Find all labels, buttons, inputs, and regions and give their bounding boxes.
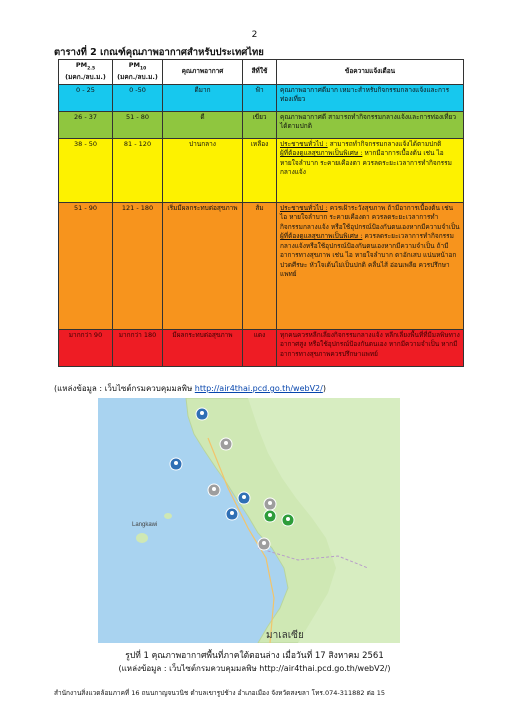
label-sensitive-group: ผู้ที่ต้องดูแลสุขภาพเป็นพิเศษ : (280, 232, 363, 241)
cell-quality: ดี (163, 112, 243, 139)
cell-color: เหลือง (243, 139, 277, 203)
station-marker-dot (268, 513, 272, 517)
table-row-good (59, 112, 464, 139)
cell-pm25: 26 - 37 (59, 112, 113, 139)
station-marker-dot (286, 517, 290, 521)
header-color: สีที่ใช้ (243, 60, 277, 85)
cell-pm10: 121 - 180 (113, 203, 163, 330)
station-marker-dot (174, 461, 178, 465)
map-label-langkawi: Langkawi (132, 522, 158, 528)
cell-pm25: 0 - 25 (59, 85, 113, 112)
table-row-moderate (59, 139, 464, 203)
station-marker-dot (212, 487, 216, 491)
page-number: 2 (251, 30, 258, 40)
table-title: ตารางที่ 2 เกณฑ์คุณภาพอากาศสำหรับประเทศไทย (54, 47, 264, 58)
map-canvas (98, 398, 400, 643)
cell-quality: มีผลกระทบต่อสุขภาพ (163, 330, 243, 367)
label-sensitive-group: ผู้ที่ต้องดูแลสุขภาพเป็นพิเศษ : (280, 149, 363, 158)
figure-caption: รูปที่ 1 คุณภาพอากาศพื้นที่ภาคใต้ตอนล่าง เมื่อวันที่ 17 สิงหาคม 2561 (125, 651, 384, 661)
header-pm10: $PM_{10}$ (มคก./ลบ.ม.) (113, 60, 163, 85)
cell-color: ส้ม (243, 203, 277, 330)
cell-pm10: 51 - 80 (113, 112, 163, 139)
table-row-unhealthy (59, 330, 464, 367)
cell-quality: ปานกลาง (163, 139, 243, 203)
cell-message: คุณภาพอากาศดี สามารถทำกิจกรรมกลางแจ้งและการท่องเที่ยวได้ตามปกติ (277, 112, 464, 139)
label-general-public: ประชาชนทั่วไป : (280, 140, 328, 148)
cell-color: แดง (243, 330, 277, 367)
header-pm25: $PM_{2.5}$ (มคก./ลบ.ม.) (59, 60, 113, 85)
station-marker-dot (230, 511, 234, 515)
station-marker-dot (242, 495, 246, 499)
cell-message: ทุกคนควรหลีกเลี่ยงกิจกรรมกลางแจ้ง หลีกเลี่ยงพื้นที่ที่มีมลพิษทางอากาศสูง หรือใช้อุปกรณ์ป้องกันตนเอง หากมีความจำเป็น หากมีอาการทางสุขภาพควรปรึกษาแพทย์ (277, 330, 464, 367)
header-quality: คุณภาพอากาศ (163, 60, 243, 85)
air-quality-table (58, 59, 464, 367)
cell-message: ประชาชนทั่วไป : สามารถทำกิจกรรมกลางแจ้งได้ตามปกติ ผู้ที่ต้องดูแลสุขภาพเป็นพิเศษ : หากมีอาการเบื้องต้น เช่น ไอ หายใจลำบาก ระคายเคืองตา ควรลดระยะเวลาการทำกิจกรรมกลางแจ้ง (277, 139, 464, 203)
cell-quality: ดีมาก (163, 85, 243, 112)
cell-pm25: 51 - 90 (59, 203, 113, 330)
cell-pm25: 38 - 50 (59, 139, 113, 203)
island (136, 533, 148, 543)
station-marker-dot (268, 501, 272, 505)
table-row-unhealthy-sensitive (59, 203, 464, 330)
station-marker-dot (262, 541, 266, 545)
air-quality-map[interactable] (98, 398, 400, 643)
station-marker-dot (224, 441, 228, 445)
cell-pm10: 0 -50 (113, 85, 163, 112)
figure-source: (แหล่งข้อมูล : เว็บไซต์กรมควบคุมมลพิษ http://air4thai.pcd.go.th/webV2/) (118, 664, 391, 673)
label-general-public: ประชาชนทั่วไป : (280, 204, 328, 212)
cell-color: ฟ้า (243, 85, 277, 112)
cell-quality: เริ่มมีผลกระทบต่อสุขภาพ (163, 203, 243, 330)
cell-pm25: มากกว่า 90 (59, 330, 113, 367)
cell-pm10: มากกว่า 180 (113, 330, 163, 367)
cell-pm10: 81 - 120 (113, 139, 163, 203)
cell-message: คุณภาพอากาศดีมาก เหมาะสำหรับกิจกรรมกลางแจ้งและการท่องเที่ยว (277, 85, 464, 112)
page-footer: สำนักงานสิ่งแวดล้อมภาคที่ 16 ถนนกาญจนวนิช ตำบลเขารูปช้าง อำเภอเมือง จังหวัดสงขลา โทร.074-311882 ต่อ 15 (54, 689, 386, 697)
header-message: ข้อความแจ้งเตือน (277, 60, 464, 85)
cell-message: ประชาชนทั่วไป : ควรเฝ้าระวังสุขภาพ ถ้ามีอาการเบื้องต้น เช่น ไอ หายใจลำบาก ระคายเคืองตา ควรลดระยะเวลาการทำกิจกรรมกลางแจ้ง หรือใช้อุปกรณ์ป้องกันตนเองหากมีความจำเป็น ผู้ที่ต้องดูแลสุขภาพเป็นพิเศษ : ควรลดระยะเวลาการทำกิจกรรมกลางแจ้งหรือใช้อุปกรณ์ป้องกันตนเองหากมีความจำเป็น ถ้ามีอาการทางสุขภาพ เช่น ไอ หายใจลำบาก ตาอักเสบ แน่นหน้าอก ปวดศีรษะ หัวใจเต้นไม่เป็นปกติ คลื่นไส้ อ่อนเพลีย ควรปรึกษาแพทย์ (277, 203, 464, 330)
table-source: (แหล่งข้อมูล : เว็บไซต์กรมควบคุมมลพิษ http://air4thai.pcd.go.th/webV2/) (54, 384, 326, 393)
cell-color: เขียว (243, 112, 277, 139)
station-marker-dot (200, 411, 204, 415)
map-label-malaysia: มาเลเซีย (266, 630, 304, 641)
island (164, 513, 172, 519)
source-link[interactable]: http://air4thai.pcd.go.th/webV2/ (194, 384, 323, 393)
table-header-row (59, 60, 464, 85)
table-row-very-good (59, 85, 464, 112)
